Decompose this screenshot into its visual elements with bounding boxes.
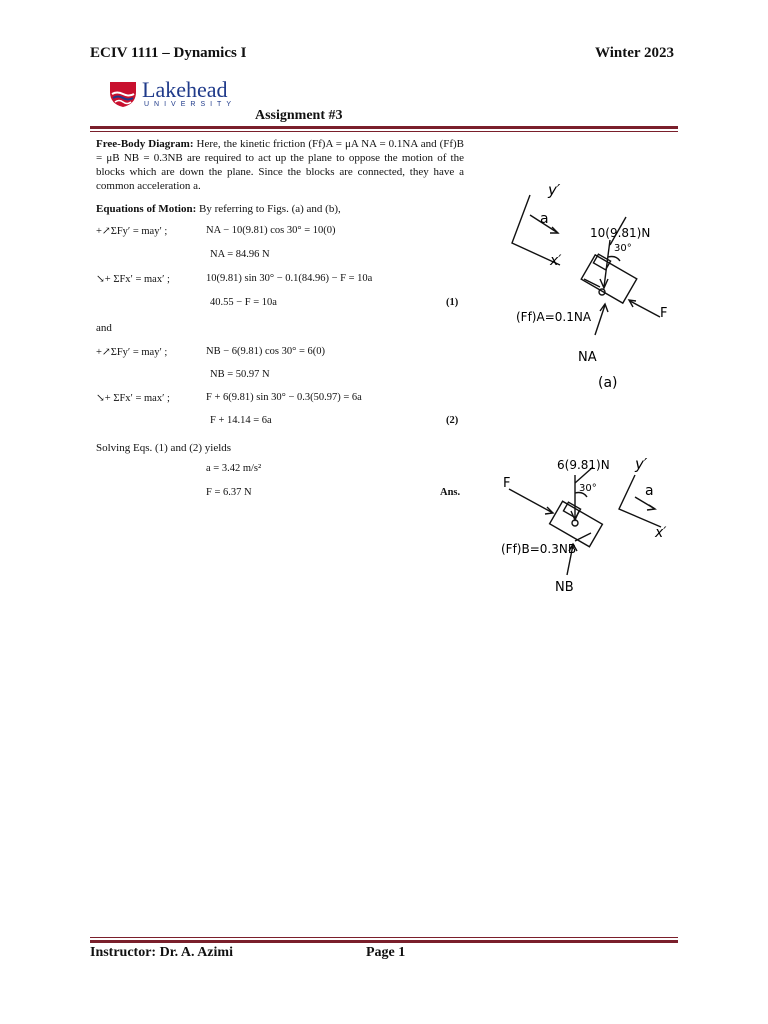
eq-b-tag: (2) bbox=[446, 415, 459, 426]
university-logo bbox=[108, 77, 248, 110]
free-body-diagram-a bbox=[490, 165, 690, 400]
fig-b-force: F bbox=[503, 476, 511, 491]
free-body-diagram-b bbox=[495, 445, 695, 600]
fig-a-weight: 10(9.81)N bbox=[590, 226, 651, 240]
eq-b-lhs-0: +↗ΣFy′ = may′ ; bbox=[96, 347, 168, 358]
fig-b-x-axis: x′ bbox=[655, 525, 667, 541]
fig-b-angle: 30° bbox=[579, 483, 597, 494]
answer-tag: Ans. bbox=[440, 487, 461, 498]
result-acceleration: a = 3.42 m/s² bbox=[206, 463, 262, 474]
instructor-label: Instructor: Dr. A. Azimi bbox=[90, 945, 233, 960]
fig-b-weight: 6(9.81)N bbox=[557, 458, 610, 472]
term-label: Winter 2023 bbox=[594, 45, 674, 61]
fig-b-acc: a bbox=[645, 483, 654, 499]
intro-paragraph bbox=[96, 137, 464, 193]
eq-b-rhs-3: F + 14.14 = 6a bbox=[210, 415, 272, 426]
eq-a-rhs-2: 10(9.81) sin 30° − 0.1(84.96) − F = 10a bbox=[206, 273, 373, 284]
result-force: F = 6.37 N bbox=[206, 487, 252, 498]
eq-b-rhs-1: NB = 50.97 N bbox=[210, 369, 270, 380]
eq-b-rhs-2: F + 6(9.81) sin 30° − 0.3(50.97) = 6a bbox=[206, 392, 362, 403]
fig-b-friction: (Ff)B=0.3NB bbox=[501, 542, 577, 556]
footer-rule bbox=[90, 937, 678, 943]
fig-a-y-axis: y′ bbox=[548, 181, 561, 199]
fig-b-normal: NB bbox=[555, 580, 574, 595]
equations-intro: By referring to Figs. (a) and (b), bbox=[199, 203, 341, 215]
intro-label: Free-Body Diagram: bbox=[96, 138, 194, 150]
shield-icon bbox=[108, 80, 138, 108]
intro-text: Here, the kinetic friction (Ff)A = μA NA = 0.1NA and (Ff)B = μB NB = 0.3NB are required to act up the plane to oppose the motion of the blocks which are down the plane. Since the blocks are connected, they have a common acceleration a. bbox=[96, 138, 465, 192]
fig-a-acc: a bbox=[540, 211, 549, 227]
logo-wordmark: Lakehead bbox=[142, 77, 228, 102]
page-number: Page 1 bbox=[366, 945, 406, 960]
assignment-title: Assignment #3 bbox=[255, 108, 343, 123]
eq-a-rhs-3: 40.55 − F = 10a bbox=[210, 297, 277, 308]
eq-a-lhs-2: ↘+ ΣFx′ = max′ ; bbox=[96, 274, 170, 285]
fig-a-friction: (Ff)A=0.1NA bbox=[516, 310, 592, 324]
equations-label: Equations of Motion: bbox=[96, 203, 197, 215]
solving-text: Solving Eqs. (1) and (2) yields bbox=[96, 442, 232, 454]
eq-a-lhs-0: +↗ΣFy′ = may′ ; bbox=[96, 226, 168, 237]
eq-a-tag: (1) bbox=[446, 297, 459, 308]
eq-b-rhs-0: NB − 6(9.81) cos 30° = 6(0) bbox=[206, 346, 325, 357]
eq-a-rhs-0: NA − 10(9.81) cos 30° = 10(0) bbox=[206, 225, 336, 236]
fig-a-caption: (a) bbox=[598, 375, 618, 391]
fig-a-normal: NA bbox=[578, 350, 597, 365]
header-rule bbox=[90, 126, 678, 132]
fig-a-force: F bbox=[660, 306, 668, 321]
fig-a-x-axis: x′ bbox=[550, 253, 562, 269]
eq-b-lhs-2: ↘+ ΣFx′ = max′ ; bbox=[96, 393, 170, 404]
eq-a-rhs-1: NA = 84.96 N bbox=[210, 249, 270, 260]
logo-subtitle: UNIVERSITY bbox=[144, 101, 237, 108]
equations-heading bbox=[96, 202, 341, 216]
and-text: and bbox=[96, 322, 112, 334]
course-title: ECIV 1111 – Dynamics I bbox=[90, 45, 247, 61]
fig-b-y-axis: y′ bbox=[635, 455, 648, 473]
fig-a-angle: 30° bbox=[614, 243, 632, 254]
